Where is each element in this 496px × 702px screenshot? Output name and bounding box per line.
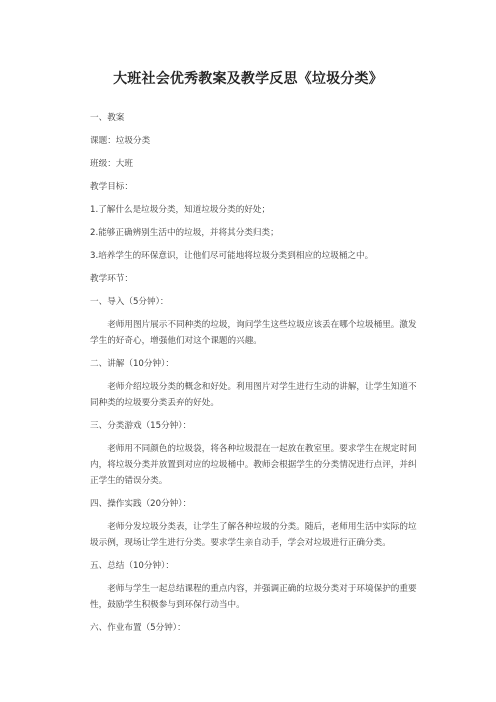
step-5-heading: 五、总结（10分钟）： bbox=[90, 561, 174, 571]
teaching-steps-heading: 教学环节： bbox=[90, 274, 133, 284]
lesson-topic: 课题：垃圾分类 bbox=[90, 136, 151, 146]
lesson-class: 班级：大班 bbox=[90, 159, 133, 169]
step-1-heading: 一、导入（5分钟）： bbox=[90, 297, 169, 307]
teaching-goal-1: 1.了解什么是垃圾分类，知道垃圾分类的好处； bbox=[90, 205, 271, 215]
step-4-body: 老师分发垃圾分类表，让学生了解各种垃圾的分类。随后，老师用生活中实际的垃圾示例，现场让学生进行分类。要求学生亲自动手，学会对垃圾进行正确分类。 bbox=[90, 522, 417, 548]
document-body bbox=[90, 110, 420, 643]
teaching-goal-3: 3.培养学生的环保意识，让他们尽可能地将垃圾分类到相应的垃圾桶之中。 bbox=[90, 251, 374, 261]
step-3-body: 老师用不同颜色的垃圾袋，将各种垃圾混在一起放在教室里。要求学生在规定时间内，将垃圾分类并放置到对应的垃圾桶中。教师会根据学生的分类情况进行点评，并纠正学生的错误分类。 bbox=[90, 444, 417, 486]
step-4-heading: 四、操作实践（20分钟）： bbox=[90, 499, 192, 509]
document-title: 大班社会优秀教案及教学反思《垃圾分类》 bbox=[113, 71, 383, 87]
step-1-body: 老师用图片展示不同种类的垃圾，询问学生这些垃圾应该丢在哪个垃圾桶里。激发学生的好奇心，增强他们对这个课题的兴趣。 bbox=[90, 320, 417, 346]
teaching-goal-2: 2.能够正确辨别生活中的垃圾，并将其分类归类； bbox=[90, 228, 279, 238]
step-2-heading: 二、讲解（10分钟）： bbox=[90, 359, 174, 369]
step-5-body: 老师与学生一起总结课程的重点内容，并强调正确的垃圾分类对于环境保护的重要性，鼓励学生积极参与到环保行动当中。 bbox=[90, 584, 417, 610]
section-heading-lesson-plan: 一、教案 bbox=[90, 113, 125, 123]
step-3-heading: 三、分类游戏（15分钟）： bbox=[90, 421, 192, 431]
teaching-goals-heading: 教学目标： bbox=[90, 182, 133, 192]
step-2-body: 老师介绍垃圾分类的概念和好处。利用图片对学生进行生动的讲解，让学生知道不同种类的垃圾要分类丢弃的好处。 bbox=[90, 382, 417, 408]
step-6-heading: 六、作业布置（5分钟）： bbox=[90, 623, 186, 633]
